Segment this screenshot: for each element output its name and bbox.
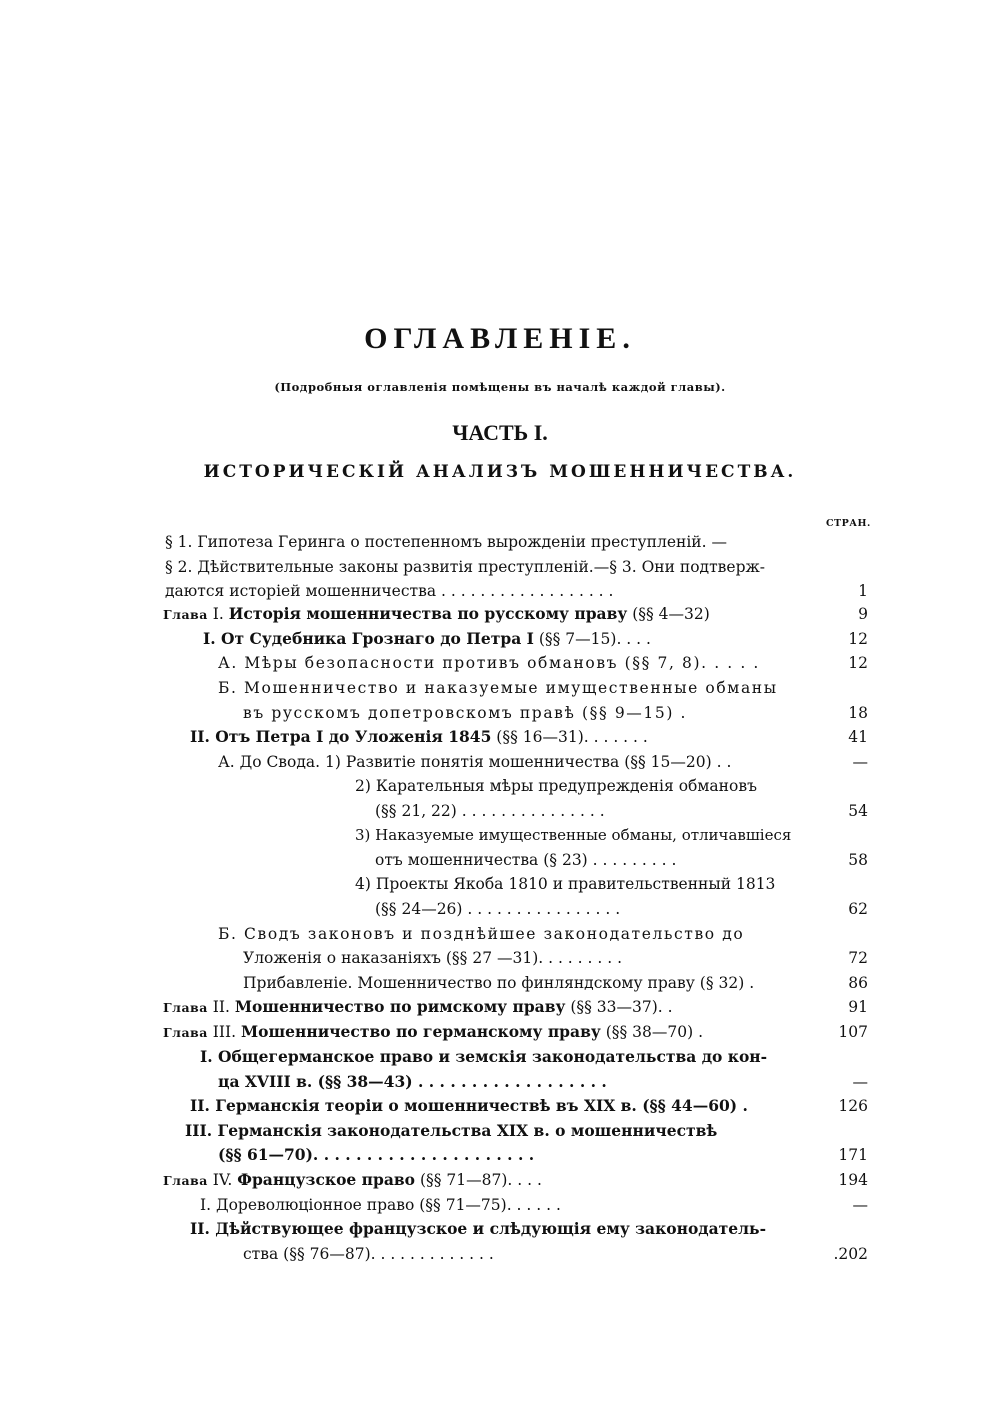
section-range: (§§ 7—15). . . . (533, 630, 651, 648)
chapter-title: Французское право (237, 1170, 416, 1189)
chapter-label: Глава (163, 1173, 208, 1188)
toc-line-text: III. Германскiя законодательства XIX в. о мошенничествѣ (185, 1121, 718, 1140)
toc-line-text: I. Дореволюцiонное право (§§ 71—75). . . . . . (200, 1196, 561, 1214)
toc-line (0, 799, 1000, 823)
toc-line-text: 2) Карательныя мѣры предупрежденiя обмановъ (355, 777, 757, 795)
toc-line-text: I. Общегерманское право и земскiя законодательства до кон- (200, 1047, 768, 1066)
toc-line (0, 971, 1000, 995)
toc-line-text: 4) Проекты Якоба 1810 и правительственный 1813 (355, 875, 776, 893)
toc-line-text: Уложенiя о наказанiяхъ (§§ 27 —31). . . . . . . . . (243, 949, 623, 967)
chapter-range: (§§ 4—32) (627, 605, 710, 623)
chapter-number: II. (212, 998, 230, 1016)
toc-chapter-line (0, 1168, 1000, 1192)
toc-line (0, 579, 1000, 603)
toc-line (0, 530, 1000, 554)
chapter-range: (§§ 38—70) . (600, 1023, 704, 1041)
section-title: II. Отъ Петра I до Уложенiя 1845 (190, 727, 492, 746)
section-range: (§§ 16—31). . . . . . . (491, 728, 648, 746)
chapter-label: Глава (163, 1000, 208, 1015)
chapter-title: Исторiя мошенничества по русскому праву (228, 604, 628, 623)
toc-page-number: — (852, 1073, 868, 1091)
toc-line-text: Б. Сводъ законовъ и позднѣйшее законодательство до (218, 925, 745, 943)
toc-page-number: .202 (833, 1245, 868, 1263)
toc-line (0, 946, 1000, 970)
toc-line (0, 774, 1000, 798)
toc-line (0, 1242, 1000, 1266)
toc-chapter-line (0, 602, 1000, 626)
toc-line-text: Прибавленiе. Мошенничество по финляндскому праву (§ 32) . (243, 974, 755, 992)
toc-line-text: ства (§§ 76—87). . . . . . . . . . . . . (243, 1245, 494, 1263)
chapter-range: (§§ 33—37). . (565, 998, 673, 1016)
toc-line-text: (§§ 21, 22) . . . . . . . . . . . . . . . (375, 802, 605, 820)
toc-page-number: 12 (848, 654, 868, 672)
toc-line-text: (§§ 61—70). . . . . . . . . . . . . . . . . . . . . (218, 1145, 535, 1164)
toc-line-text: 3) Наказуемые имущественные обманы, отличавшiеся (355, 826, 792, 844)
part-subtitle: ИСТОРИЧЕСКIЙ АНАЛИЗЪ МОШЕННИЧЕСТВА. (203, 462, 797, 482)
toc-page-number: 194 (838, 1171, 868, 1189)
section-title: I. От Судебника Грознаго до Петра I (203, 629, 534, 648)
chapter-range: (§§ 71—87). . . . (415, 1171, 542, 1189)
toc-page-number: 107 (838, 1023, 868, 1041)
toc-page-number: 12 (848, 630, 868, 648)
pages-column-label: СТРАН. (826, 518, 871, 529)
toc-line (0, 725, 1000, 749)
toc-chapter-line (0, 995, 1000, 1019)
toc-line (0, 823, 1000, 847)
toc-page-number: — (852, 1196, 868, 1214)
toc-line (0, 555, 1000, 579)
chapter-number: IV. (212, 1171, 233, 1189)
page-subtitle: (Подробныя оглавленiя помѣщены въ началѣ каждой главы). (274, 380, 726, 394)
part-title: ЧАСТЬ I. (452, 420, 548, 445)
toc-chapter-line (0, 1020, 1000, 1044)
toc-page-number: 62 (848, 900, 868, 918)
toc-line-text: въ русскомъ допетровскомъ правѣ (§§ 9—15) . (243, 704, 688, 722)
toc-line-text: ца XVIII в. (§§ 38—43) . . . . . . . . . . . . . . . . . . (218, 1072, 607, 1091)
toc-line-text: Б. Мошенничество и наказуемые имущественные обманы (218, 679, 778, 697)
toc-page-number: 86 (848, 974, 868, 992)
chapter-title: Мошенничество по германскому праву (241, 1022, 601, 1041)
toc-line (0, 627, 1000, 651)
toc-line-text: II. Германскiя теорiи о мошенничествѣ въ XIX в. (§§ 44—60) . (190, 1096, 748, 1115)
toc-page-number: 171 (838, 1146, 868, 1164)
toc-page-number: 72 (848, 949, 868, 967)
toc-page-number: 126 (838, 1097, 868, 1115)
chapter-label: Глава (163, 1025, 208, 1040)
toc-line (0, 872, 1000, 896)
chapter-title: Мошенничество по римскому праву (234, 997, 566, 1016)
toc-line-text: (§§ 24—26) . . . . . . . . . . . . . . . . (375, 900, 621, 918)
toc-line-text: II. Дѣйствующее французское и слѣдующiя ему законодатель- (190, 1219, 767, 1238)
toc-line-text: § 1. Гипотеза Геринга о постепенномъ вырожденiи преступленiй. — (165, 533, 727, 551)
toc-line (0, 651, 1000, 675)
toc-line (0, 1045, 1000, 1069)
toc-page-number: 41 (848, 728, 868, 746)
toc-line (0, 848, 1000, 872)
toc-page-number: — (852, 753, 868, 771)
toc-page-number: 18 (848, 704, 868, 722)
toc-line (0, 1143, 1000, 1167)
chapter-number: III. (212, 1023, 237, 1041)
toc-line-text: А. До Свода. 1) Развитiе понятiя мошенничества (§§ 15—20) . . (218, 753, 732, 771)
toc-page-number: 54 (848, 802, 868, 820)
toc-line-text: отъ мошенничества (§ 23) . . . . . . . . . (375, 851, 677, 869)
toc-line (0, 676, 1000, 700)
toc-page-number: 58 (848, 851, 868, 869)
toc-line (0, 1217, 1000, 1241)
toc-line (0, 1193, 1000, 1217)
toc-line-text: А. Мѣры безопасности противъ обмановъ (§§ 7, 8). . . . . (218, 654, 760, 672)
chapter-label: Глава (163, 607, 208, 622)
toc-line (0, 1070, 1000, 1094)
toc-line (0, 701, 1000, 725)
toc-page-number: 1 (858, 582, 868, 600)
toc-line-text: даются исторiей мошенничества . . . . . . . . . . . . . . . . . . (165, 582, 614, 600)
toc-line (0, 922, 1000, 946)
toc-page-number: 9 (858, 605, 868, 623)
toc-line (0, 750, 1000, 774)
toc-line (0, 1094, 1000, 1118)
toc-line (0, 1119, 1000, 1143)
page-title: ОГЛАВЛЕНIЕ. (364, 322, 636, 355)
chapter-number: I. (212, 605, 224, 623)
toc-line (0, 897, 1000, 921)
toc-page-number: 91 (848, 998, 868, 1016)
toc-line-text: § 2. Дѣйствительные законы развитiя преступленiй.—§ 3. Они подтверж- (165, 558, 765, 576)
